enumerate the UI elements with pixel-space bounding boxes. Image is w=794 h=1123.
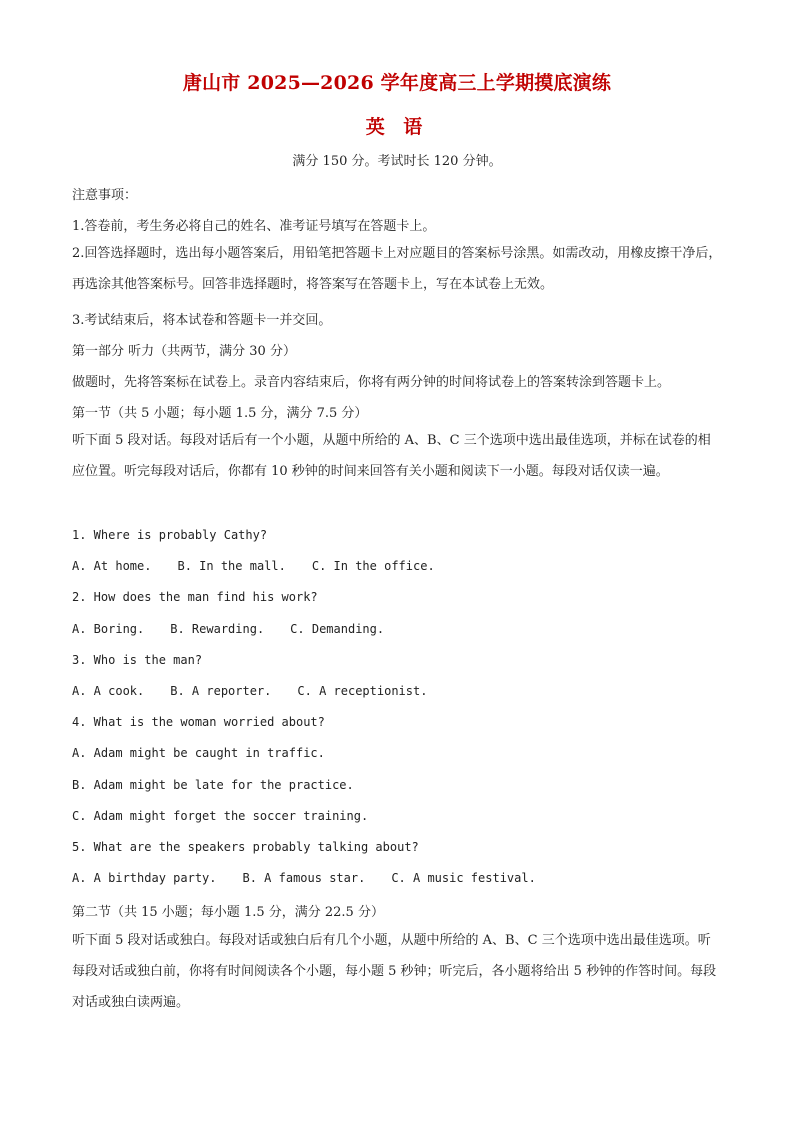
notice-item-2: 2.回答选择题时，选出每小题答案后，用铅笔把答题卡上对应题目的答案标号涂黑。如需改动，用橡皮擦干净后，再选涂其他答案标号。回答非选择题时，将答案写在答题卡上，写在本试卷上无效。 [72,246,722,292]
options-3 [72,684,722,698]
option-4a[interactable]: A. Adam might be caught in traffic. [72,746,325,760]
options-5 [72,871,722,885]
question-5: 5. What are the speakers probably talking about? [72,840,419,854]
section1-instruction: 听下面 5 段对话。每段对话后有一个小题，从题中所给的 A、B、C 三个选项中选出最佳选项，并标在试卷的相应位置。听完每段对话后，你都有 10 秒钟的时间来回答有关小题和阅读下一小题。每段对话仅读一遍。 [72,433,711,479]
question-2: 2. How does the man find his work? [72,590,318,604]
section2-heading: 第二节（共 15 小题；每小题 1.5 分，满分 22.5 分） [72,905,384,920]
option-5b[interactable]: B. A famous star. [242,871,366,885]
option-3c[interactable]: C. A receptionist. [297,684,428,698]
option-3a[interactable]: A. A cook. [72,684,145,698]
notice-heading: 注意事项： [72,188,138,203]
option-2a[interactable]: A. Boring. [72,622,145,636]
question-1: 1. Where is probably Cathy? [72,528,268,542]
option-1c[interactable]: C. In the office. [311,559,435,573]
option-3b[interactable]: B. A reporter. [170,684,272,698]
subject-title: 英 语 [365,116,429,138]
section1-heading: 第一节（共 5 小题；每小题 1.5 分，满分 7.5 分） [72,406,368,421]
options-2 [72,622,722,636]
option-5c[interactable]: C. A music festival. [391,871,536,885]
part1-heading: 第一部分 听力（共两节，满分 30 分） [72,344,296,359]
option-4c[interactable]: C. Adam might forget the soccer training. [72,809,369,823]
part1-instruction: 做题时，先将答案标在试卷上。录音内容结束后，你将有两分钟的时间将试卷上的答案转涂到答题卡上。 [72,375,671,390]
score-note: 满分 150 分。考试时长 120 分钟。 [292,154,502,169]
notice-item-3: 3.考试结束后，将本试卷和答题卡一并交回。 [72,313,332,328]
question-4: 4. What is the woman worried about? [72,715,325,729]
exam-title: 唐山市 2025—2026 学年度高三上学期摸底演练 [182,72,612,94]
option-5a[interactable]: A. A birthday party. [72,871,217,885]
notice-item-1: 1.答卷前，考生务必将自己的姓名、准考证号填写在答题卡上。 [72,219,436,234]
options-1 [72,559,722,573]
option-2c[interactable]: C. Demanding. [290,622,385,636]
question-3: 3. Who is the man? [72,653,203,667]
option-2b[interactable]: B. Rewarding. [170,622,265,636]
option-1b[interactable]: B. In the mall. [177,559,286,573]
section2-instruction: 听下面 5 段对话或独白。每段对话或独白后有几个小题，从题中所给的 A、B、C 三个选项中选出最佳选项。听每段对话或独白前，你将有时间阅读各个小题，每小题 5 秒钟；听完后，各小题将给出 5 秒钟的作答时间。每段对话或独白读两遍。 [72,933,717,1010]
option-4b[interactable]: B. Adam might be late for the practice. [72,778,354,792]
option-1a[interactable]: A. At home. [72,559,152,573]
